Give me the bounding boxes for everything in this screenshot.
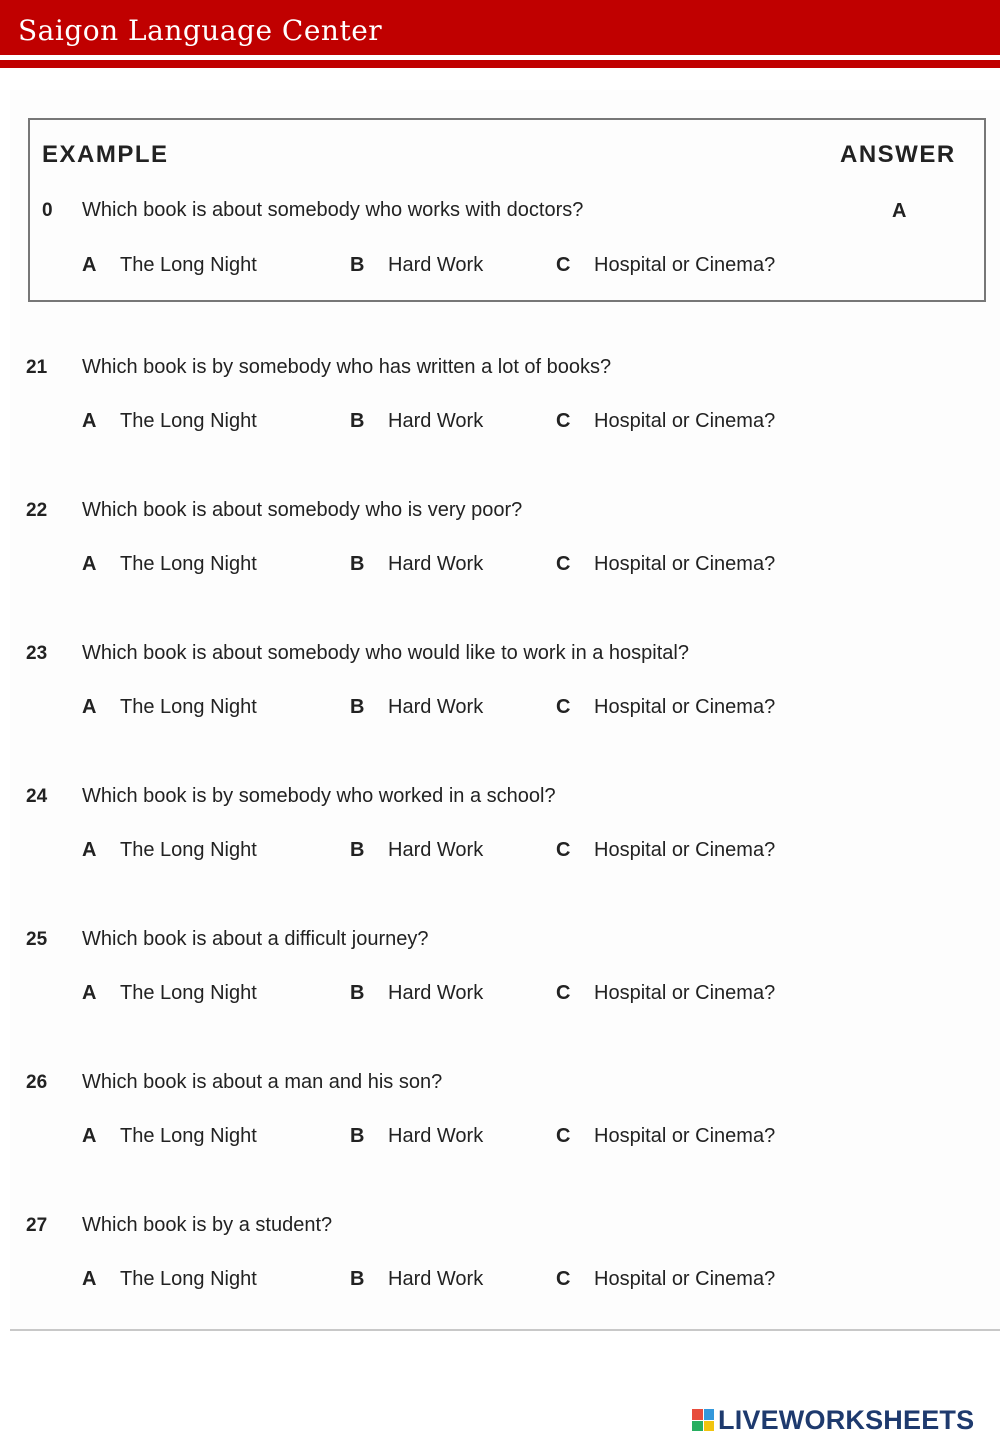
option-text: Hospital or Cinema? (594, 1268, 776, 1290)
option-c[interactable] (556, 982, 775, 1005)
option-text: The Long Night (120, 254, 257, 276)
example-answer: A (892, 200, 907, 222)
option-text: The Long Night (120, 696, 257, 718)
option-text: Hospital or Cinema? (594, 1125, 776, 1147)
example-question: Which book is about somebody who works with doctors? (82, 199, 584, 221)
option-letter: A (82, 553, 97, 575)
bottom-rule (10, 1329, 1000, 1331)
option-letter: A (82, 982, 97, 1004)
option-letter: C (556, 553, 571, 575)
option-c[interactable] (556, 1125, 775, 1148)
header-rule (0, 60, 1000, 68)
option-letter: C (556, 1125, 571, 1147)
header-title: Saigon Language Center (18, 14, 383, 47)
option-text: Hard Work (388, 1268, 484, 1290)
option-letter: C (556, 410, 571, 432)
question-options (82, 982, 842, 1012)
option-letter: A (82, 1268, 97, 1290)
option-letter: A (82, 696, 97, 718)
option-letter: C (556, 982, 571, 1004)
option-letter: C (556, 696, 571, 718)
option-text: Hospital or Cinema? (594, 839, 776, 861)
example-number: 0 (42, 200, 53, 221)
question-options (82, 1268, 842, 1298)
question-number: 23 (26, 643, 48, 664)
option-text: The Long Night (120, 553, 257, 575)
question-options (82, 1125, 842, 1155)
option-text: Hospital or Cinema? (594, 254, 776, 276)
option-letter: B (350, 696, 365, 718)
option-letter: B (350, 254, 365, 276)
option-a[interactable] (82, 982, 257, 1005)
option-text: Hospital or Cinema? (594, 410, 776, 432)
option-text: The Long Night (120, 1125, 257, 1147)
option-b[interactable] (350, 553, 483, 576)
option-a[interactable] (82, 839, 257, 862)
option-b[interactable] (350, 982, 483, 1005)
option-letter: A (82, 410, 97, 432)
option-a[interactable] (82, 410, 257, 433)
option-a[interactable] (82, 553, 257, 576)
option-letter: B (350, 982, 365, 1004)
option-c[interactable] (556, 1268, 775, 1291)
option-letter: C (556, 254, 571, 276)
option-a[interactable] (82, 1125, 257, 1148)
option-a[interactable] (82, 1268, 257, 1291)
option-letter: C (556, 1268, 571, 1290)
question-text: Which book is by somebody who has written a lot of books? (82, 356, 612, 378)
option-text: Hospital or Cinema? (594, 553, 776, 575)
option-text: Hard Work (388, 1125, 484, 1147)
option-text: The Long Night (120, 839, 257, 861)
option-b[interactable] (350, 1268, 483, 1291)
option-letter: A (82, 1125, 97, 1147)
option-c[interactable] (556, 553, 775, 576)
question-text: Which book is about somebody who is very poor? (82, 499, 523, 521)
option-a[interactable] (82, 696, 257, 719)
header-bar (0, 0, 1000, 55)
option-letter: B (350, 1268, 365, 1290)
example-options (82, 254, 842, 284)
question-number: 27 (26, 1215, 48, 1236)
option-letter: B (350, 839, 365, 861)
option-text: Hard Work (388, 696, 484, 718)
option-letter: A (82, 254, 97, 276)
question-number: 22 (26, 500, 48, 521)
question-options (82, 410, 842, 440)
option-text: Hard Work (388, 982, 484, 1004)
option-text: Hard Work (388, 839, 484, 861)
option-letter: B (350, 553, 365, 575)
question-text: Which book is about a difficult journey? (82, 928, 429, 950)
option-letter: C (556, 839, 571, 861)
option-c[interactable] (556, 410, 775, 433)
question-options (82, 553, 842, 583)
question-options (82, 696, 842, 726)
option-c[interactable] (556, 254, 775, 277)
option-text: Hard Work (388, 410, 484, 432)
option-a[interactable] (82, 254, 257, 277)
question-number: 26 (26, 1072, 48, 1093)
question-options (82, 839, 842, 869)
logo-icon (692, 1409, 714, 1431)
option-text: Hard Work (388, 553, 484, 575)
question-text: Which book is by a student? (82, 1214, 333, 1236)
option-letter: B (350, 410, 365, 432)
option-b[interactable] (350, 1125, 483, 1148)
answer-heading: ANSWER (840, 141, 956, 168)
question-number: 24 (26, 786, 48, 807)
liveworksheets-logo (692, 1404, 974, 1436)
option-text: Hospital or Cinema? (594, 696, 776, 718)
question-text: Which book is by somebody who worked in a school? (82, 785, 556, 807)
option-c[interactable] (556, 696, 775, 719)
option-b[interactable] (350, 696, 483, 719)
option-text: The Long Night (120, 410, 257, 432)
question-text: Which book is about somebody who would like to work in a hospital? (82, 642, 689, 664)
option-text: The Long Night (120, 1268, 257, 1290)
question-number: 25 (26, 929, 48, 950)
option-letter: B (350, 1125, 365, 1147)
option-letter: A (82, 839, 97, 861)
example-heading: EXAMPLE (42, 141, 169, 168)
option-text: Hard Work (388, 254, 484, 276)
question-number: 21 (26, 357, 48, 378)
option-text: The Long Night (120, 982, 257, 1004)
logo-text: LIVEWORKSHEETS (718, 1404, 975, 1435)
option-c[interactable] (556, 839, 775, 862)
option-b[interactable] (350, 839, 483, 862)
option-b[interactable] (350, 410, 483, 433)
option-b[interactable] (350, 254, 483, 277)
question-text: Which book is about a man and his son? (82, 1071, 443, 1093)
option-text: Hospital or Cinema? (594, 982, 776, 1004)
